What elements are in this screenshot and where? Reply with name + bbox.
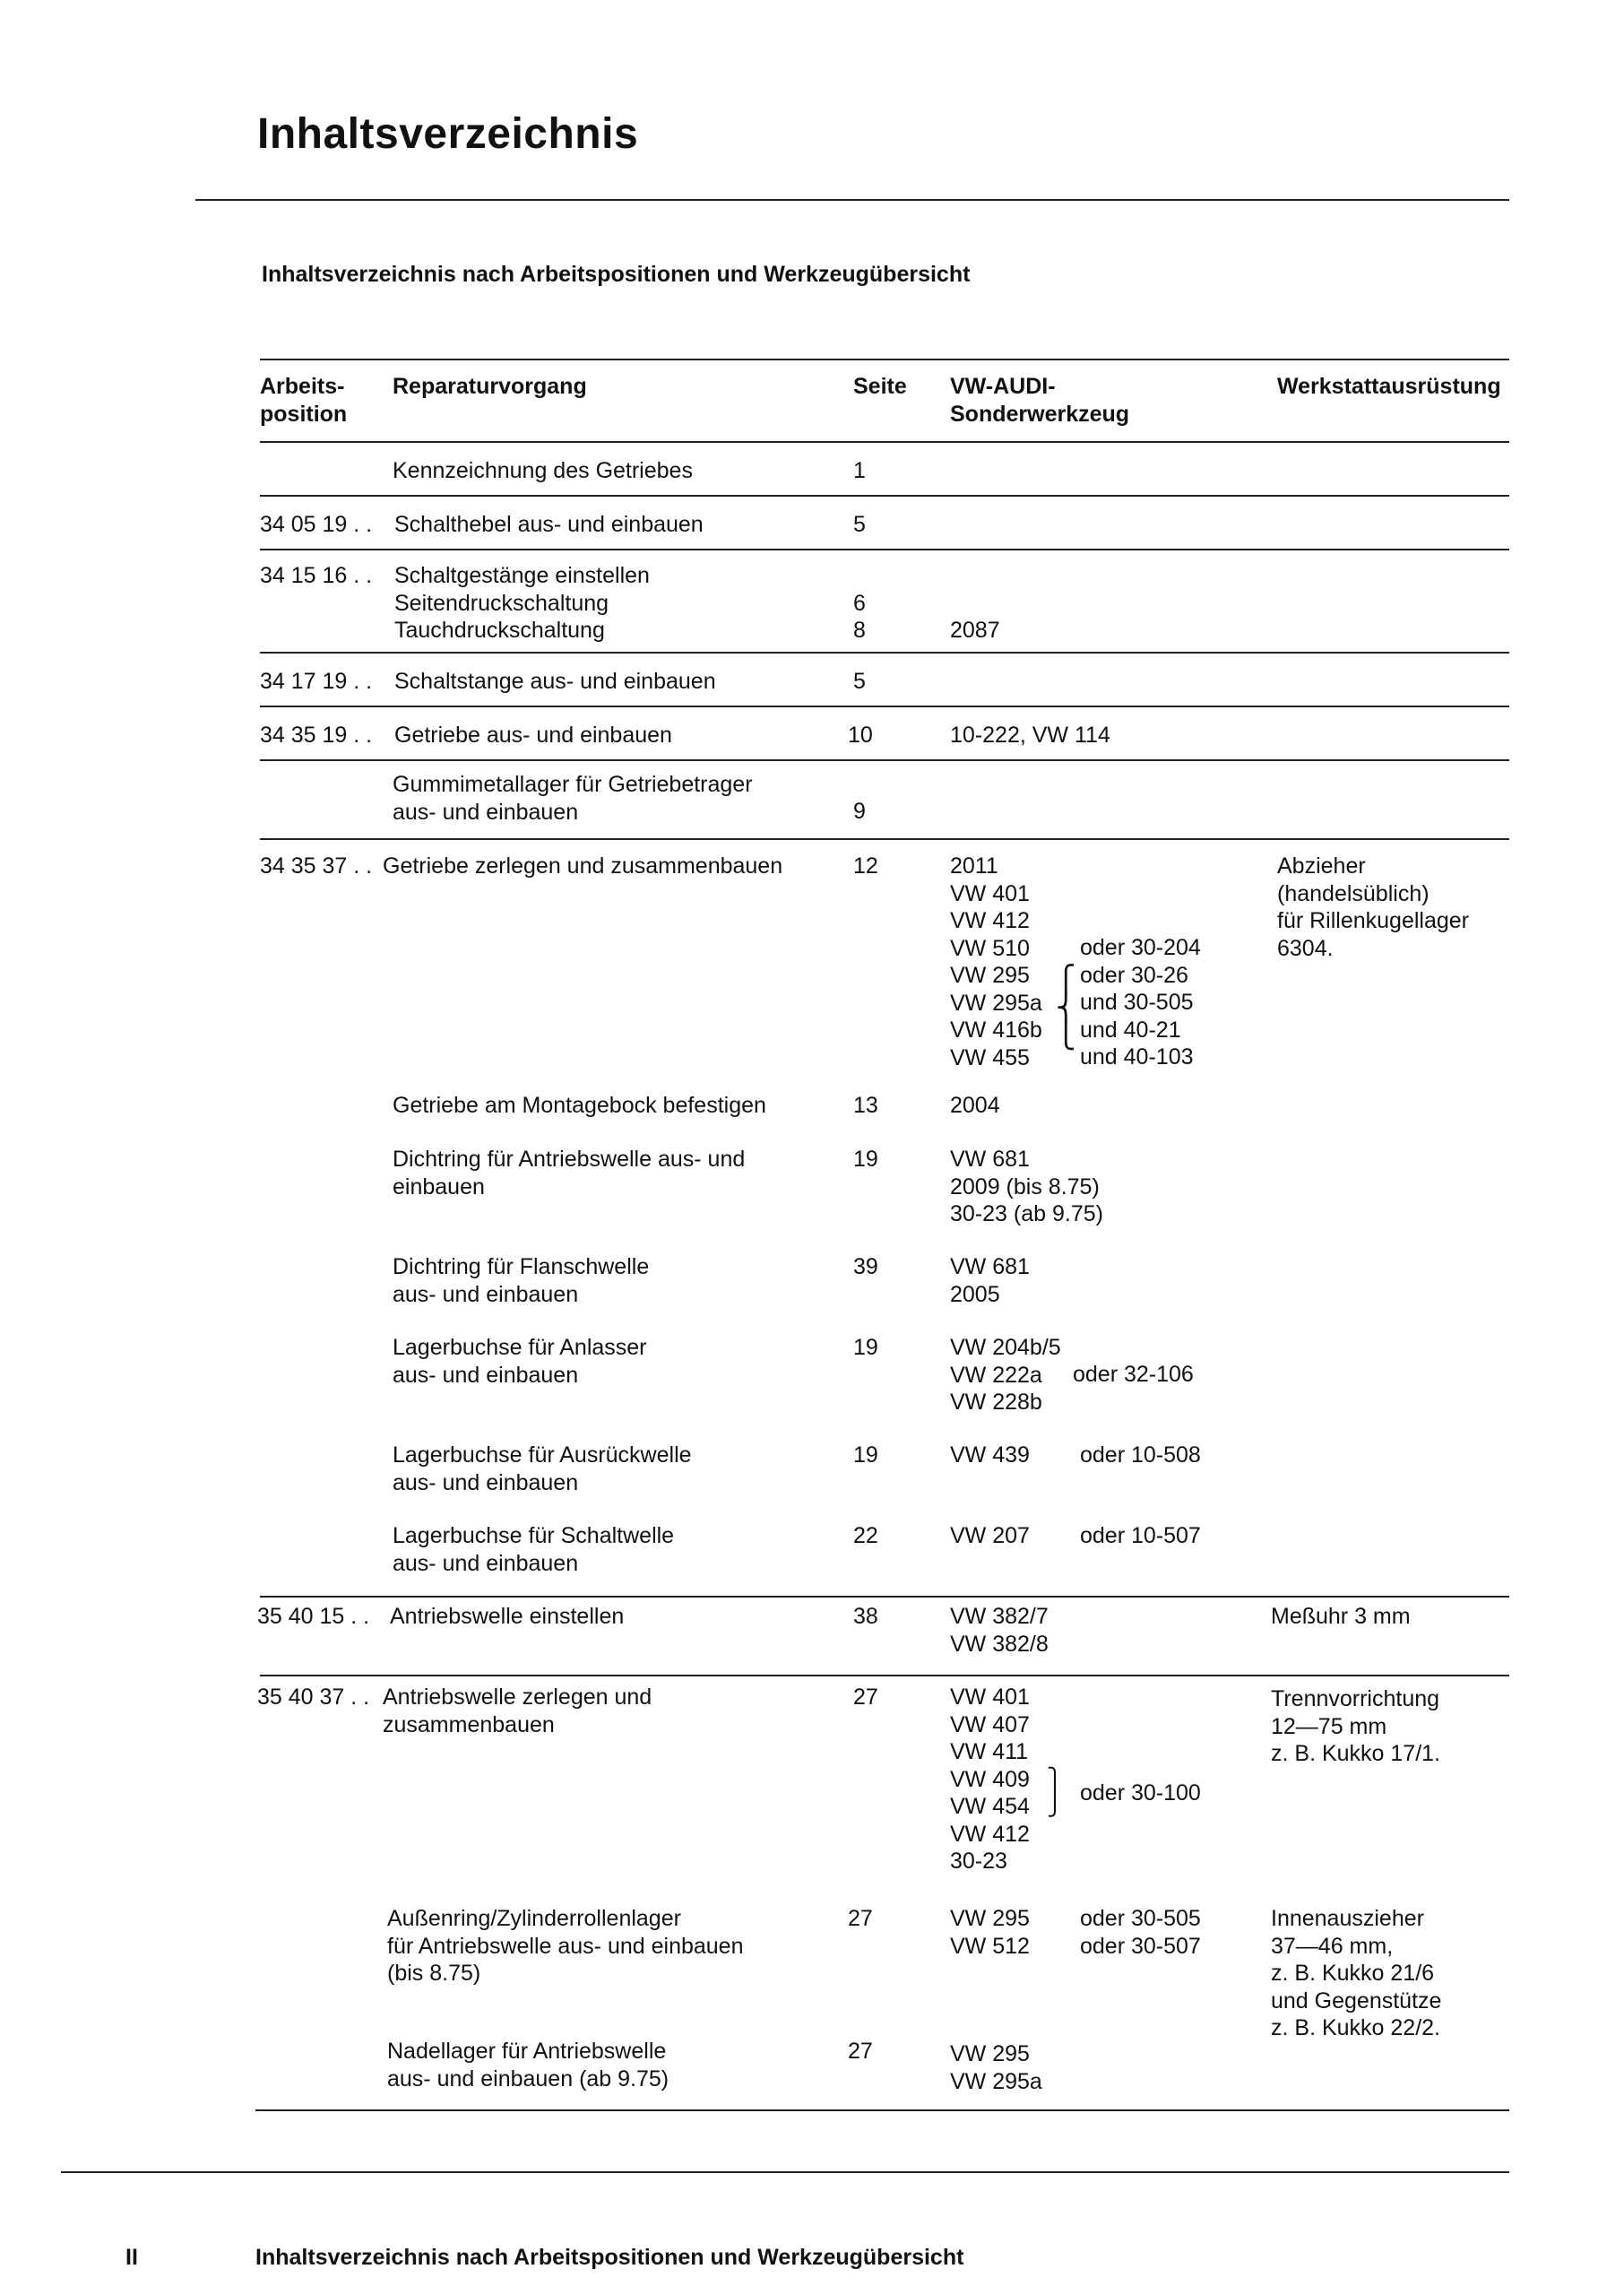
header-bottom-rule [260, 441, 1509, 443]
row-1-position: 34 05 19 . . [260, 512, 373, 537]
row-2-rep-line: Tauchdruckschaltung [394, 618, 605, 643]
row-6-seite-line: 12 [853, 853, 878, 879]
row-0-rep-line: Kennzeichnung des Getriebes [393, 458, 693, 483]
row-2-seite-line: 6 [853, 590, 866, 616]
row-2-seite [853, 562, 866, 645]
row-9-rep-line: aus- und einbauen [393, 1281, 579, 1307]
row-3-seite [853, 668, 866, 696]
row-15-tool-line: VW 295 [950, 1906, 1030, 1931]
row-6-brace: ⎧ ⎨ ⎩ [1056, 966, 1076, 1050]
row-12-reparatur [393, 1522, 674, 1577]
row-6-position: 34 35 37 . . [260, 853, 373, 879]
row-14-rep-line: Antriebswelle zerlegen und [383, 1684, 652, 1710]
row-14-tool-line: VW 409 [950, 1766, 1030, 1792]
row-divider [260, 759, 1509, 761]
row-divider [260, 1596, 1509, 1598]
row-5-reparatur [393, 771, 753, 826]
row-4-seite-line: 10 [848, 723, 873, 748]
row-14-tools [950, 1684, 1030, 1875]
row-divider [260, 838, 1509, 840]
row-6-tool-line: VW 295a [950, 990, 1042, 1016]
row-4-tools [950, 722, 1110, 749]
row-10-tool-line: VW 222a [950, 1362, 1042, 1388]
row-6-alt-line: und 40-103 [1080, 1044, 1194, 1070]
row-divider [260, 652, 1509, 654]
row-9-tools [950, 1253, 1030, 1308]
row-8-tool-line: 2009 (bis 8.75) [950, 1173, 1100, 1199]
row-15-tool-line: VW 512 [950, 1933, 1030, 1959]
row-11-tool-line: VW 439 [950, 1442, 1030, 1468]
table-bottom-rule [255, 2109, 1509, 2111]
row-6-tool-line: VW 412 [950, 908, 1030, 933]
row-11-alt-line: oder 10-508 [1080, 1442, 1201, 1468]
row-16-seite [848, 2038, 873, 2066]
row-2-seite-line [853, 562, 866, 590]
row-1-reparatur [394, 511, 704, 539]
row-6-alt-line: oder 30-204 [1080, 935, 1201, 960]
row-divider [260, 706, 1509, 707]
row-1-seite [853, 511, 866, 539]
row-12-alternatives [1080, 1522, 1201, 1550]
row-4-tool-line: 10-222, VW 114 [950, 723, 1110, 748]
row-15-rep-line: für Antriebswelle aus- und einbauen [387, 1933, 744, 1959]
row-7-seite [853, 1092, 878, 1120]
row-10-tool-line: VW 204b/5 [950, 1335, 1061, 1360]
row-12-rep-line: Lagerbuchse für Schaltwelle [393, 1523, 675, 1548]
row-11-reparatur [393, 1442, 692, 1496]
row-13-seite-line: 38 [853, 1604, 878, 1629]
row-15-werk-line: und Gegenstütze [1271, 1988, 1442, 2014]
row-6-reparatur [383, 853, 782, 880]
row-8-rep-line: einbauen [393, 1173, 485, 1199]
row-15-seite-line: 27 [848, 1906, 873, 1931]
row-14-tool-line: VW 411 [950, 1739, 1029, 1764]
row-6-werk-line: 6304. [1277, 935, 1334, 961]
row-2-seite-line: 8 [853, 618, 866, 643]
row-2-reparatur [394, 562, 650, 645]
row-9-tool-line: VW 681 [950, 1254, 1030, 1279]
row-14-alt-line: oder 30-100 [1080, 1780, 1201, 1806]
row-11-rep-line: aus- und einbauen [393, 1469, 579, 1495]
row-6-tools [950, 853, 1042, 1071]
row-14-brace: ⎫ ⎭ [1047, 1768, 1063, 1817]
row-6-tool-line: VW 510 [950, 935, 1030, 961]
row-13-reparatur [390, 1603, 624, 1631]
row-15-alt-line: oder 30-505 [1080, 1906, 1201, 1931]
row-0-seite [853, 457, 866, 485]
row-14-tool-line: VW 412 [950, 1821, 1030, 1847]
row-5-rep-line: Gummimetallager für Getriebetrager [393, 772, 753, 797]
row-14-tool-line: 30-23 [950, 1849, 1007, 1874]
row-16-tool-line: VW 295a [950, 2068, 1042, 2094]
row-11-seite [853, 1442, 878, 1469]
row-15-werk-line: z. B. Kukko 21/6 [1271, 1961, 1435, 1986]
header-sonderwerkzeug-line2: Sonderwerkzeug [950, 402, 1130, 427]
row-13-tool-line: VW 382/7 [950, 1604, 1049, 1629]
row-15-werkstatt [1271, 1905, 1441, 2042]
row-8-rep-line: Dichtring für Antriebswelle aus- und [393, 1147, 746, 1172]
row-10-tools [950, 1334, 1061, 1416]
row-6-werk-line: (handelsüblich) [1277, 880, 1430, 906]
row-16-rep-line: aus- und einbauen (ab 9.75) [387, 2066, 669, 2091]
row-9-seite [853, 1253, 878, 1281]
row-15-werk-line: 37—46 mm, [1271, 1933, 1394, 1959]
row-14-tool-line: VW 454 [950, 1794, 1030, 1819]
row-13-seite [853, 1603, 878, 1631]
row-14-werk-line: 12—75 mm [1271, 1713, 1387, 1739]
row-0-reparatur [393, 457, 693, 485]
row-16-rep-line: Nadellager für Antriebswelle [387, 2039, 667, 2064]
row-6-tool-line: VW 455 [950, 1044, 1030, 1070]
row-5-rep-line: aus- und einbauen [393, 799, 579, 825]
row-14-werk-line: Trennvorrichtung [1271, 1686, 1440, 1711]
row-9-seite-line: 39 [853, 1254, 878, 1279]
header-seite: Seite [853, 374, 907, 399]
header-reparatur: Reparaturvorgang [393, 374, 587, 399]
page-title: Inhaltsverzeichnis [257, 110, 639, 158]
row-divider [260, 549, 1509, 550]
row-15-reparatur [387, 1905, 744, 1988]
header-position-line2: position [260, 402, 348, 427]
row-15-alternatives [1080, 1905, 1201, 1960]
row-9-rep-line: Dichtring für Flanschwelle [393, 1254, 650, 1279]
row-8-tools [950, 1146, 1103, 1228]
row-6-alt-line: und 30-505 [1080, 990, 1194, 1015]
row-16-seite-line: 27 [848, 2039, 873, 2064]
row-5-seite-line: 9 [853, 799, 866, 824]
row-6-seite [853, 853, 878, 880]
row-10-tool-line: VW 228b [950, 1390, 1042, 1415]
row-6-werk-line: für Rillenkugellager [1277, 908, 1470, 933]
row-4-seite [848, 722, 873, 749]
row-3-rep-line: Schaltstange aus- und einbauen [394, 669, 716, 694]
row-13-werkstatt [1271, 1603, 1411, 1631]
row-3-seite-line: 5 [853, 669, 866, 694]
row-15-alt-line: oder 30-507 [1080, 1933, 1201, 1959]
row-6-alt-line: und 40-21 [1080, 1017, 1181, 1043]
row-6-werk-line: Abzieher [1277, 853, 1366, 879]
row-14-reparatur [383, 1684, 652, 1738]
row-12-seite-line: 22 [853, 1523, 878, 1548]
row-12-tool-line: VW 207 [950, 1523, 1030, 1548]
row-12-alt-line: oder 10-507 [1080, 1523, 1201, 1548]
row-7-seite-line: 13 [853, 1093, 878, 1118]
row-15-rep-line: (bis 8.75) [387, 1961, 481, 1986]
row-8-seite [853, 1146, 878, 1173]
row-7-reparatur [393, 1092, 766, 1120]
row-divider [260, 1675, 1509, 1676]
row-11-tools [950, 1442, 1030, 1469]
row-2-tool-line: 2087 [950, 618, 1000, 643]
table-top-rule [260, 359, 1509, 360]
row-13-werk-line: Meßuhr 3 mm [1271, 1604, 1411, 1629]
footer-title: Inhaltsverzeichnis nach Arbeitspositionen und Werkzeugübersicht [255, 2245, 964, 2270]
header-position [260, 373, 347, 429]
row-14-werk-line: z. B. Kukko 17/1. [1271, 1741, 1440, 1766]
row-10-alt-line: oder 32-106 [1073, 1362, 1194, 1387]
row-7-tool-line: 2004 [950, 1093, 1000, 1118]
row-2-rep-line: Schaltgestänge einstellen [394, 563, 650, 588]
row-14-seite [853, 1684, 878, 1711]
row-12-seite [853, 1522, 878, 1550]
row-0-seite-line: 1 [853, 458, 866, 483]
row-13-tools [950, 1603, 1049, 1658]
row-2-rep-line: Seitendruckschaltung [394, 590, 609, 616]
header-position-line1: Arbeits- [260, 374, 345, 399]
row-14-tool-line: VW 407 [950, 1711, 1030, 1737]
row-16-tools [950, 2040, 1042, 2095]
page-subtitle: Inhaltsverzeichnis nach Arbeitspositionen und Werkzeugübersicht [262, 262, 971, 287]
row-8-seite-line: 19 [853, 1147, 878, 1172]
row-14-werkstatt [1271, 1685, 1440, 1768]
row-15-tools [950, 1905, 1030, 1960]
row-14-position: 35 40 37 . . [257, 1684, 370, 1710]
row-6-tool-line: VW 295 [950, 963, 1030, 988]
row-2-position: 34 15 16 . . [260, 563, 373, 588]
row-12-tools [950, 1522, 1030, 1550]
row-10-alternatives [1073, 1361, 1194, 1389]
row-13-position: 35 40 15 . . [257, 1604, 370, 1629]
header-werkstatt: Werkstattausrüstung [1277, 374, 1501, 399]
row-6-tool-line: VW 416b [950, 1018, 1042, 1043]
row-14-tool-line: VW 401 [950, 1684, 1030, 1710]
row-6-tool-line: VW 401 [950, 880, 1030, 906]
header-sonderwerkzeug [950, 373, 1129, 429]
title-divider [195, 199, 1509, 201]
row-10-seite-line: 19 [853, 1335, 878, 1360]
row-5-seite [853, 798, 866, 826]
row-4-rep-line: Getriebe aus- und einbauen [394, 723, 672, 748]
row-14-seite-line: 27 [853, 1684, 878, 1710]
row-15-werk-line: z. B. Kukko 22/2. [1271, 2015, 1440, 2040]
row-11-alternatives [1080, 1442, 1201, 1469]
row-13-tool-line: VW 382/8 [950, 1631, 1049, 1657]
row-10-rep-line: Lagerbuchse für Anlasser [393, 1335, 647, 1360]
row-12-rep-line: aus- und einbauen [393, 1550, 579, 1576]
row-13-rep-line: Antriebswelle einstellen [390, 1604, 625, 1629]
footer-page-number: II [125, 2245, 138, 2270]
row-8-tool-line: 30-23 (ab 9.75) [950, 1201, 1103, 1226]
row-3-reparatur [394, 668, 716, 696]
row-10-rep-line: aus- und einbauen [393, 1362, 579, 1388]
row-15-rep-line: Außenring/Zylinderrollenlager [387, 1906, 681, 1931]
row-divider [260, 495, 1509, 497]
row-8-reparatur [393, 1146, 745, 1200]
row-3-position: 34 17 19 . . [260, 669, 373, 694]
row-15-seite [848, 1905, 873, 1933]
row-11-rep-line: Lagerbuchse für Ausrückwelle [393, 1442, 692, 1468]
row-11-seite-line: 19 [853, 1442, 878, 1468]
footer-divider [61, 2171, 1509, 2173]
row-10-reparatur [393, 1334, 647, 1389]
row-1-rep-line: Schalthebel aus- und einbauen [394, 512, 704, 537]
row-16-tool-line: VW 295 [950, 2041, 1030, 2066]
row-9-reparatur [393, 1253, 649, 1308]
row-7-rep-line: Getriebe am Montagebock befestigen [393, 1093, 766, 1118]
row-6-alt-line: oder 30-26 [1080, 962, 1188, 988]
row-10-seite [853, 1334, 878, 1362]
row-4-position: 34 35 19 . . [260, 723, 373, 748]
row-6-rep-line: Getriebe zerlegen und zusammenbauen [383, 853, 783, 879]
row-9-tool-line: 2005 [950, 1281, 1000, 1307]
row-15-werk-line: Innenauszieher [1271, 1906, 1424, 1931]
row-6-tool-line: 2011 [950, 853, 998, 879]
row-2-tools [950, 617, 1000, 645]
row-6-alternatives [1080, 934, 1201, 1071]
row-14-alternatives [1080, 1780, 1201, 1807]
row-6-werkstatt [1277, 853, 1469, 962]
row-1-seite-line: 5 [853, 512, 866, 537]
header-sonderwerkzeug-line1: VW-AUDI- [950, 374, 1056, 399]
row-16-reparatur [387, 2038, 669, 2092]
row-7-tools [950, 1092, 1000, 1120]
row-14-rep-line: zusammenbauen [383, 1711, 555, 1737]
row-8-tool-line: VW 681 [950, 1147, 1030, 1172]
row-4-reparatur [394, 722, 672, 749]
